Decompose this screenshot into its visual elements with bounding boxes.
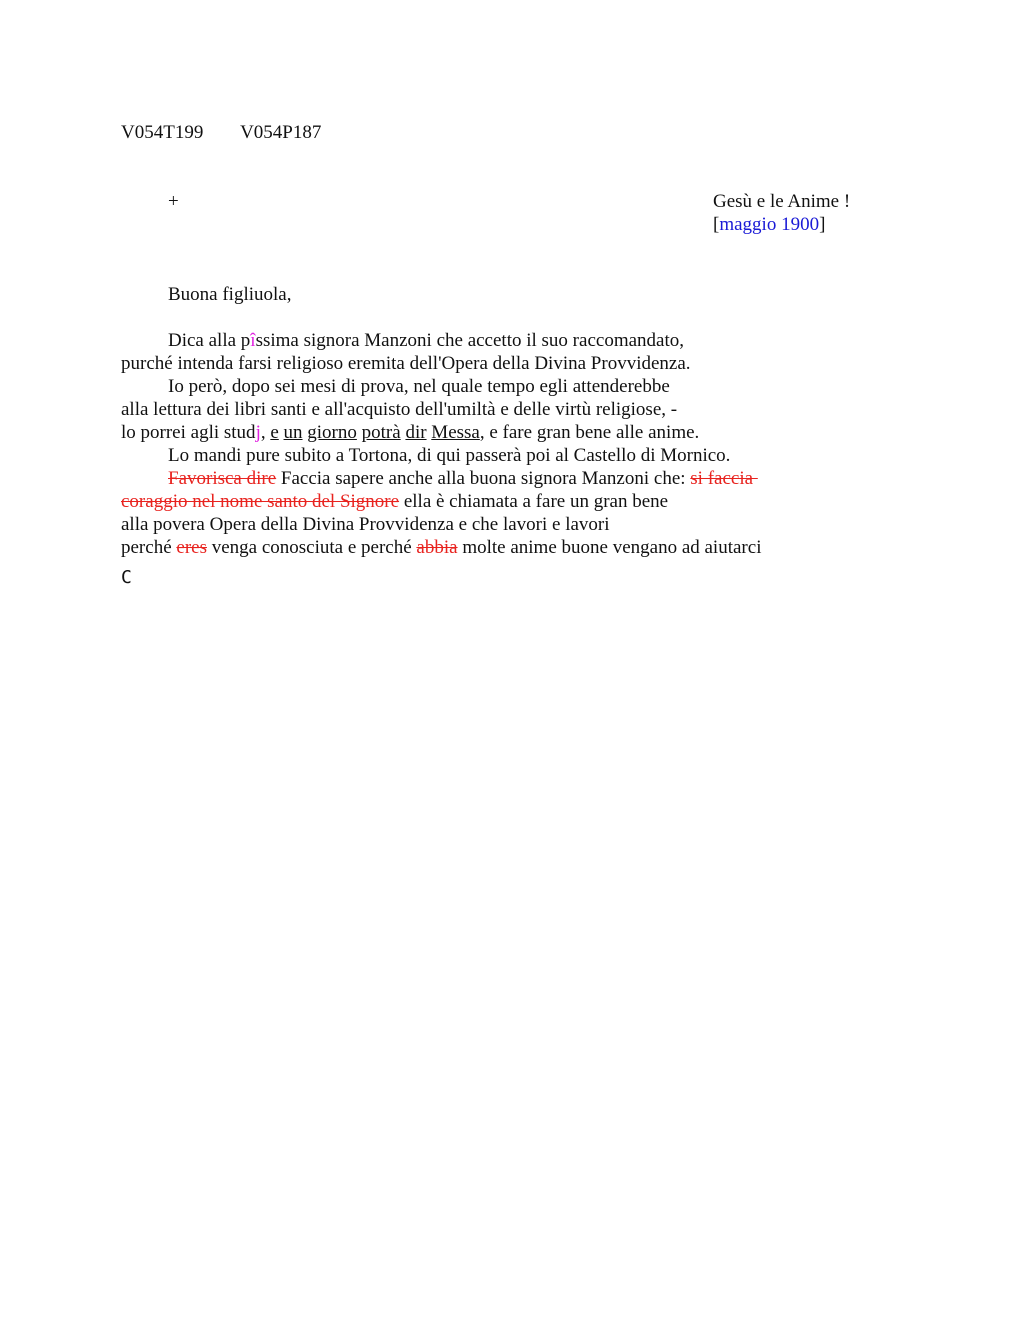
body-line-8 [121, 490, 861, 513]
dedication-motto: Gesù e le Anime ! [713, 191, 851, 212]
text-run: , e fare gran bene alle anime. [479, 422, 700, 443]
body-line-1 [121, 329, 861, 352]
body-line-3: Io però, dopo sei mesi di prova, nel quale tempo egli attenderebbe [168, 376, 670, 397]
text-run: lo porrei agli stud [121, 422, 256, 443]
text-run: , [260, 422, 271, 443]
body-line-4: alla lettura dei libri santi e all'acquisto dell'umiltà e delle virtù religiose, - [121, 399, 678, 420]
body-line-6: Lo mandi pure subito a Tortona, di qui passerà poi al Castello di Mornico. [168, 445, 731, 466]
body-line-2: purché intenda farsi religioso eremita dell'Opera della Divina Provvidenza. [121, 353, 691, 374]
cross-symbol: + [168, 191, 179, 212]
underlined-word: Messa [431, 422, 480, 443]
body-line-9: alla povera Opera della Divina Provvidenza e che lavori e lavori [121, 514, 610, 535]
underlined-word: potrà [361, 422, 401, 443]
deleted-text: coraggio nel nome santo del Signore [121, 491, 400, 512]
underlined-word: un [283, 422, 303, 443]
text-run: perché [121, 537, 177, 558]
date-bracket-open: [ [713, 214, 720, 235]
body-line-10 [121, 536, 861, 559]
date-text: maggio 1900 [719, 214, 820, 235]
volume-page-code: V054P187 [240, 122, 322, 143]
text-run: ssima signora Manzoni che accetto il suo raccomandato, [255, 330, 684, 351]
editorial-mark: j [255, 422, 261, 443]
text-run: molte anime buone vengano ad aiutarci [457, 537, 762, 558]
document-header [121, 121, 321, 144]
text-run: ella è chiamata a fare un gran bene [399, 491, 669, 512]
dedication-block [713, 190, 850, 236]
body-line-5 [121, 421, 861, 444]
date-bracket-close: ] [819, 214, 826, 235]
deleted-text: abbia [416, 537, 458, 558]
deleted-text: eres [176, 537, 207, 558]
editorial-mark: î [250, 330, 256, 351]
signature-mark: C [121, 567, 132, 588]
underlined-word: giorno [307, 422, 357, 443]
text-run: Dica alla p [168, 330, 251, 351]
text-run: Faccia sapere anche alla buona signora Manzoni che: [276, 468, 691, 489]
deleted-text: si faccia [690, 468, 758, 489]
letter-date [713, 213, 850, 236]
volume-text-code: V054T199 [121, 122, 204, 143]
letter-body [121, 329, 861, 559]
deleted-text: Favorisca dire [168, 468, 277, 489]
salutation: Buona figliuola, [168, 284, 292, 305]
text-run: venga conosciuta e perché [206, 537, 417, 558]
underlined-word: e [270, 422, 279, 443]
underlined-word: dir [405, 422, 427, 443]
body-line-7 [121, 467, 861, 490]
